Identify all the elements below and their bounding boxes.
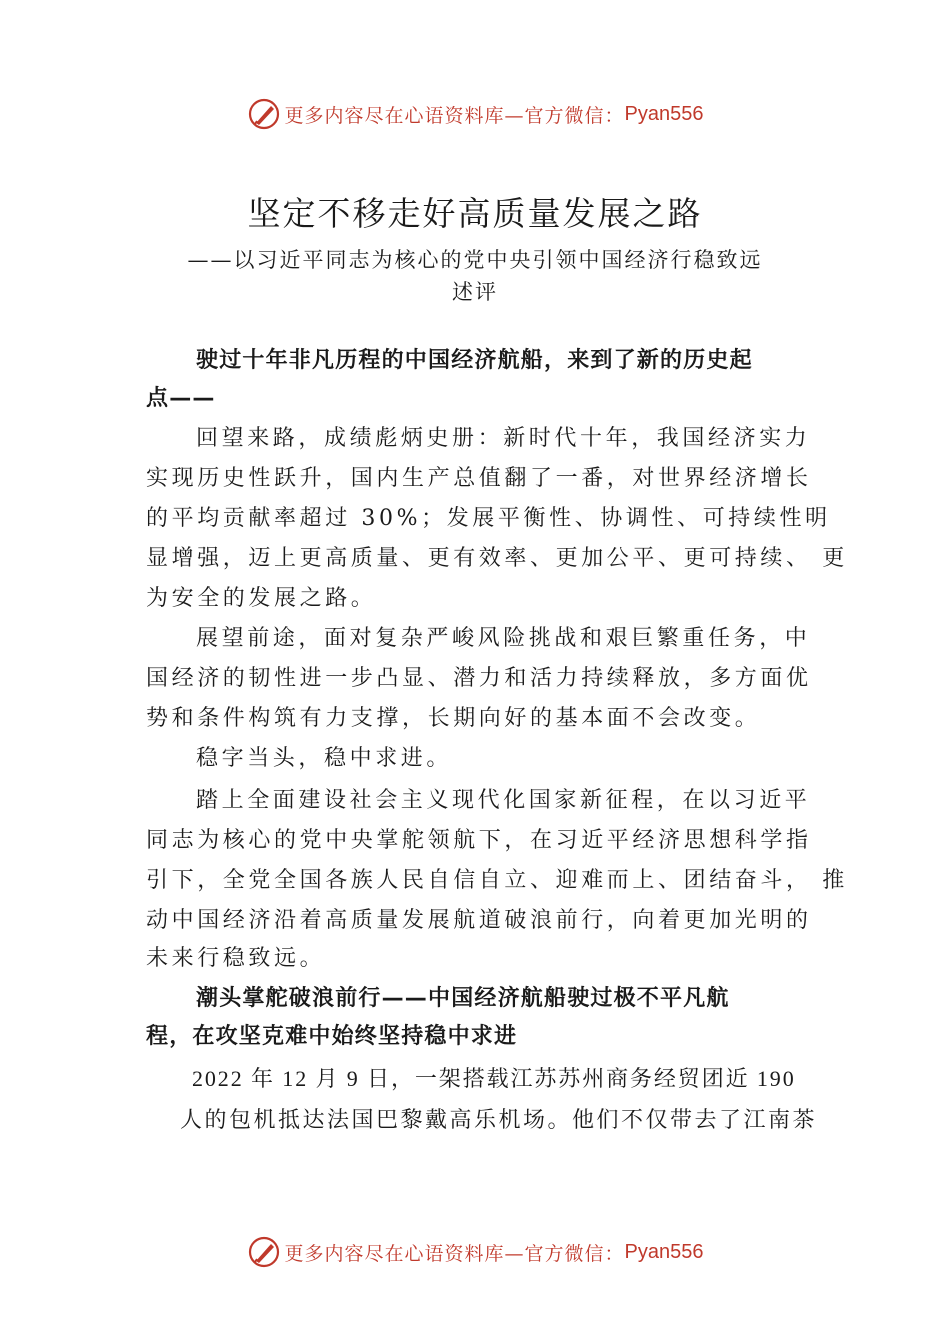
body-line: 人的包机抵达法国巴黎戴高乐机场。他们不仅带去了江南茶 — [180, 1108, 818, 1133]
body-line: 踏上全面建设社会主义现代化国家新征程，在以习近平 — [196, 788, 811, 813]
banner-text: 更多内容尽在心语资料库—官方微信： — [284, 104, 625, 127]
heading-line: 潮头掌舵破浪前行——中国经济航船驶过极不平凡航 — [196, 986, 730, 1011]
document-title: 坚定不移走好高质量发展之路 — [247, 194, 703, 233]
banner-wechat-id: Pyan556 — [624, 102, 704, 125]
body-line: 势和条件构筑有力支撑，长期向好的基本面不会改变。 — [146, 706, 761, 731]
body-line: 动中国经济沿着高质量发展航道破浪前行，向着更加光明的 — [146, 908, 812, 933]
footer-banner — [0, 1234, 950, 1270]
body-line: 稳字当头，稳中求进。 — [196, 746, 453, 771]
body-line: 回望来路，成绩彪炳史册：新时代十年，我国经济实力 — [196, 426, 811, 451]
quill-pen-icon — [247, 97, 281, 131]
heading-line: 驶过十年非凡历程的中国经济航船，来到了新的历史起 — [196, 348, 753, 373]
body-line: 显增强，迈上更高质量、更有效率、更加公平、更可持续、 更 — [146, 546, 848, 571]
quill-pen-icon — [247, 1235, 281, 1269]
banner-wechat-id: Pyan556 — [624, 1240, 704, 1263]
heading-line: 点—— — [146, 386, 216, 411]
body-line: 2022 年 12 月 9 日，一架搭载江苏苏州商务经贸团近 190 — [192, 1066, 796, 1091]
body-line: 同志为核心的党中央掌舵领航下，在习近平经济思想科学指 — [146, 828, 812, 853]
body-line: 引下，全党全国各族人民自信自立、迎难而上、团结奋斗， 推 — [146, 868, 848, 893]
subtitle-line-2: 述评 — [452, 280, 498, 304]
body-line: 未来行稳致远。 — [146, 946, 326, 971]
banner-text: 更多内容尽在心语资料库—官方微信： — [284, 1242, 625, 1265]
body-line: 展望前途，面对复杂严峻风险挑战和艰巨繁重任务，中 — [196, 626, 811, 651]
subtitle-line-1: ——以习近平同志为核心的党中央引领中国经济行稳致远 — [187, 248, 763, 272]
body-line: 实现历史性跃升，国内生产总值翻了一番，对世界经济增长 — [146, 466, 812, 491]
body-line: 的平均贡献率超过 30%；发展平衡性、协调性、可持续性明 — [146, 506, 831, 531]
heading-line: 程，在攻坚克难中始终坚持稳中求进 — [146, 1024, 518, 1049]
body-line: 国经济的韧性进一步凸显、潜力和活力持续释放，多方面优 — [146, 666, 812, 691]
body-line: 为安全的发展之路。 — [146, 586, 377, 611]
header-banner — [0, 96, 950, 132]
